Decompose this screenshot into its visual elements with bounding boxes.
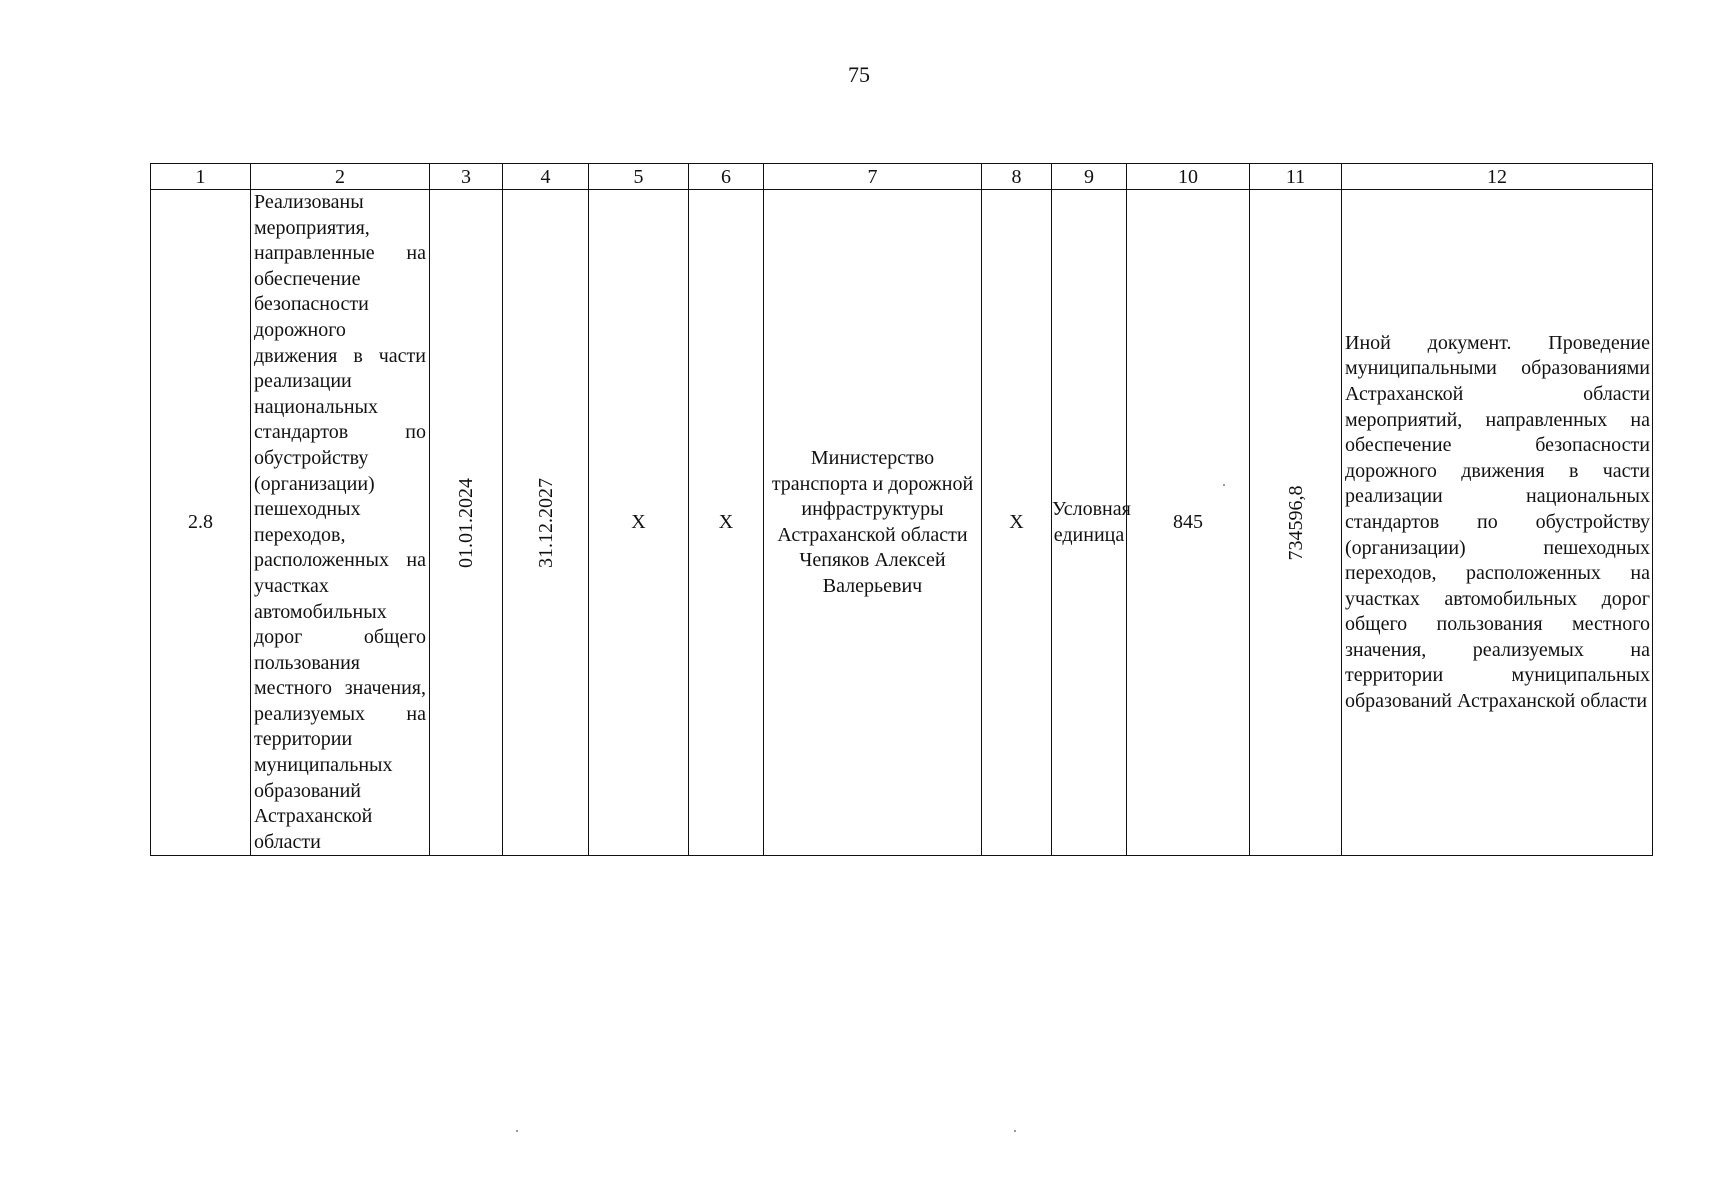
document-description-cell <box>1342 190 1653 856</box>
column-number: 5 <box>589 164 689 190</box>
column-number: 4 <box>503 164 589 190</box>
amount-cell <box>1250 190 1342 856</box>
result-description-text: Реализованы мероприятия, направленные на обеспечение безопасности дорожного движения в части реализации национальных стандартов по обустройству (организации) пешеходных переходов, расположенных на участках автомобильных дорог общего пользования местного значения, реализуемых на территории муниципальных образований Астраханской области <box>254 191 426 853</box>
column-number: 12 <box>1342 164 1653 190</box>
item-number-cell: 2.8 <box>151 190 251 856</box>
column-8-mark: X <box>982 190 1052 856</box>
unit-text: Условная единица <box>1052 498 1131 546</box>
column-number: 10 <box>1127 164 1250 190</box>
column-number: 6 <box>689 164 764 190</box>
result-description-cell <box>251 190 430 856</box>
start-date-text: 01.01.2024 <box>455 477 477 568</box>
quantity-cell: 845 <box>1127 190 1250 856</box>
end-date-cell <box>503 190 589 856</box>
column-number: 8 <box>982 164 1052 190</box>
scan-speck <box>1014 1130 1016 1132</box>
column-number: 2 <box>251 164 430 190</box>
data-table <box>150 163 1653 856</box>
start-date-cell <box>430 190 503 856</box>
column-number: 1 <box>151 164 251 190</box>
amount-text: 734596,8 <box>1284 485 1307 561</box>
column-number: 7 <box>764 164 982 190</box>
column-number: 9 <box>1052 164 1127 190</box>
scan-speck <box>1223 484 1225 486</box>
column-6-mark: X <box>689 190 764 856</box>
unit-cell <box>1052 190 1131 856</box>
document-description-text: Иной документ. Проведение муниципальными образованиями Астраханской области мероприятий, направленных на обеспечение безопасности дорожного движения в части реализации национальных стандартов по обустройству (организации) пешеходных переходов, расположенных на участках автомобильных дорог общего пользования местного значения, реализуемых на территории муниципальных образований Астраханской области <box>1345 331 1650 713</box>
page-number: 75 <box>848 62 870 87</box>
scan-speck <box>516 1130 518 1132</box>
column-5-mark: X <box>589 190 689 856</box>
column-number: 11 <box>1250 164 1342 190</box>
table-row <box>151 190 1653 856</box>
responsible-text: Министерство транспорта и дорожной инфраструктуры Астраханской области Чепяков Алексей Валерьевич <box>771 446 974 597</box>
end-date-text: 31.12.2027 <box>534 477 557 568</box>
column-number-row <box>151 164 1653 190</box>
responsible-cell <box>764 190 982 856</box>
column-number: 3 <box>430 164 503 190</box>
